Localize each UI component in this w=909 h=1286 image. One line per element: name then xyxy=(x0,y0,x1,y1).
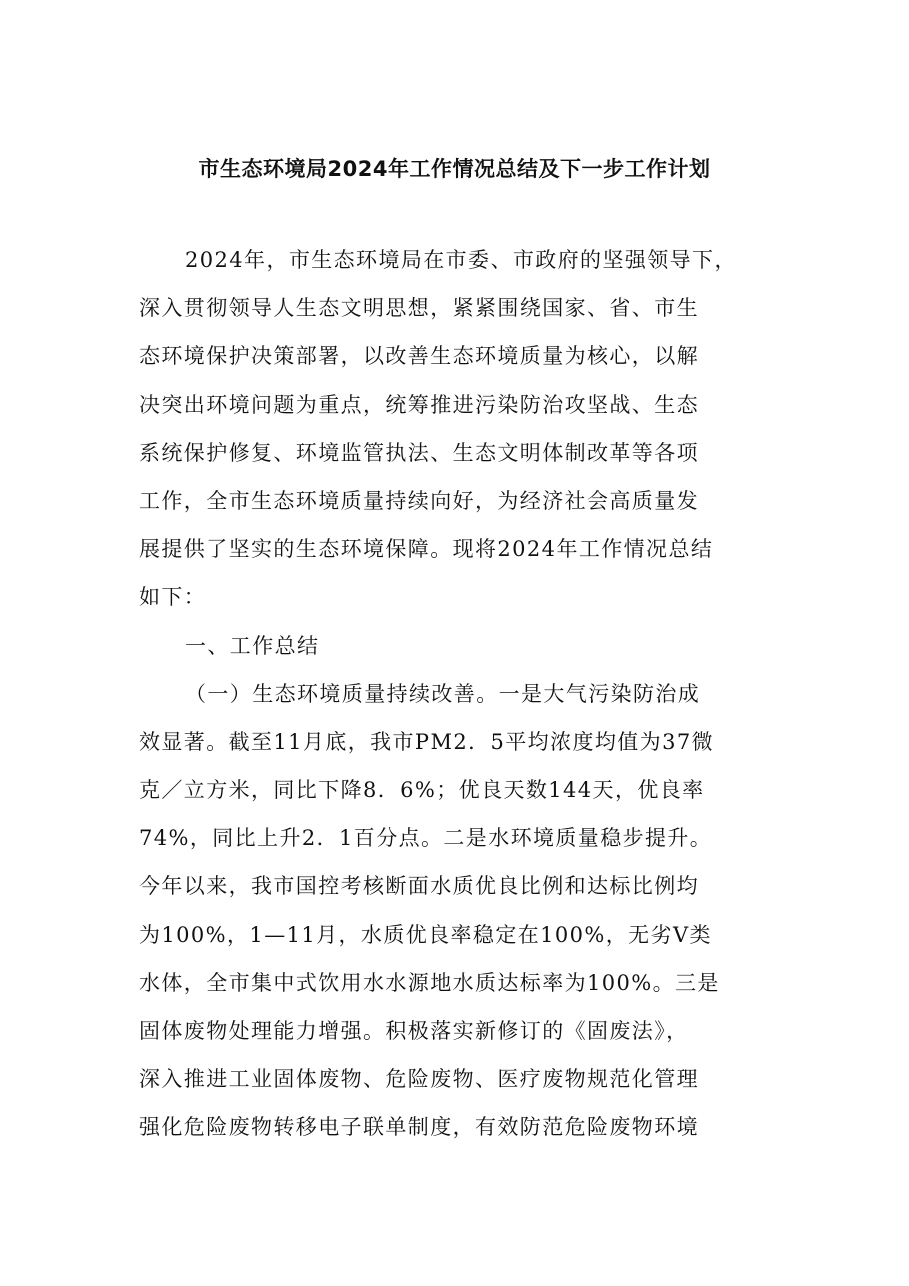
paragraph-line: 74%，同比上升2．1百分点。二是水环境质量稳步提升。 xyxy=(139,826,713,851)
document-body xyxy=(139,236,775,1152)
document-title: 市生态环境局2024年工作情况总结及下一步工作计划 xyxy=(198,157,711,181)
paragraph-line: 决突出环境问题为重点，统筹推进污染防治攻坚战、生态 xyxy=(139,392,699,417)
paragraph-line: 工作，全市生态环境质量持续向好，为经济社会高质量发 xyxy=(139,488,699,513)
paragraph-line: 克／立方米，同比下降8．6%；优良天数144天，优良率 xyxy=(139,778,705,803)
paragraph-line: 为100%，1—11月，水质优良率稳定在100%，无劣Ⅴ类 xyxy=(139,922,712,947)
paragraph-line: 今年以来，我市国控考核断面水质优良比例和达标比例均 xyxy=(139,874,699,899)
paragraph-line: 如下： xyxy=(139,585,207,610)
paragraph-line: 固体废物处理能力增强。积极落实新修订的《固废法》， xyxy=(139,1019,689,1043)
section-heading: 一、工作总结 xyxy=(185,633,320,658)
paragraph-line: 强化危险废物转移电子联单制度，有效防范危险废物环境 xyxy=(139,1115,699,1140)
paragraph-line: 2024年，市生态环境局在市委、市政府的坚强领导下， xyxy=(185,248,737,272)
subsection-line: （一）生态环境质量持续改善。一是大气污染防治成 xyxy=(185,681,701,706)
paragraph-line: 系统保护修复、环境监管执法、生态文明体制改革等各项 xyxy=(139,440,699,465)
paragraph-line: 效显著。截至11月底，我市PM2．5平均浓度均值为37微 xyxy=(139,729,714,754)
paragraph-line: 水体，全市集中式饮用水水源地水质达标率为100%。三是 xyxy=(139,970,720,995)
paragraph-line: 态环境保护决策部署，以改善生态环境质量为核心，以解 xyxy=(139,344,699,369)
paragraph-line: 深入推进工业固体废物、危险废物、医疗废物规范化管理 xyxy=(139,1067,699,1092)
paragraph-line: 深入贯彻领导人生态文明思想，紧紧围绕国家、省、市生 xyxy=(139,296,699,321)
paragraph-line: 展提供了坚实的生态环境保障。现将2024年工作情况总结 xyxy=(139,537,714,562)
